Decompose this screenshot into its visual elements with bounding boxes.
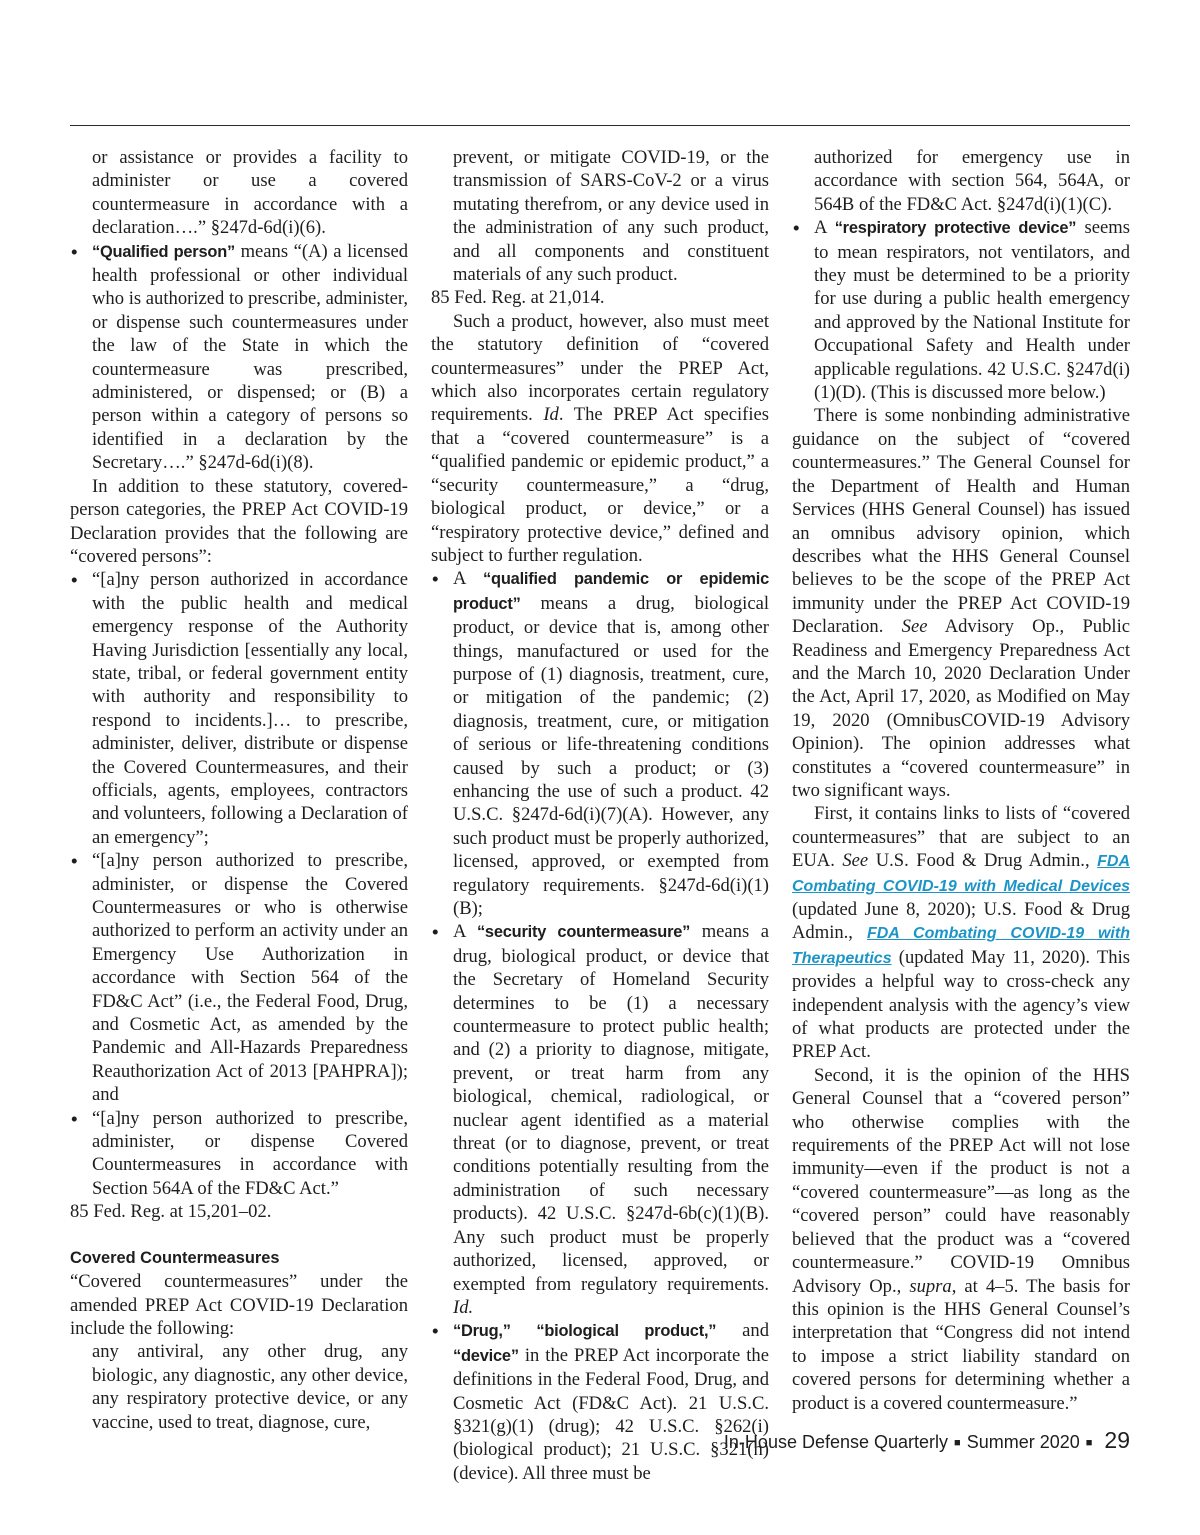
bullet-eua-persons: • “[a]ny person authorized to prescribe, administer, or dispense the Covered Countermeasures or who is otherwise authorized to perform an activity under an Emergency Use Authorization in accordance with Section 564 of the FD&C Act” (i.e., the Federal Food, Drug, and Cosmetic Act, as amended by the Pandemic and All-Hazards Preparedness Reauthorization Act of 2013 [PAHPRA]); and <box>71 850 408 1106</box>
bullet-continuation: authorized for emergency use in accordance with section 564, 564A, or 564B of the FD&C Act. §247d(i)(1)(C). <box>814 147 1130 215</box>
paragraph-first-way: First, it contains links to lists of “covered countermeasures” that are subject to an EUA. See U.S. Food & Drug Admin., FDA Combating COVID-19 with Medical Devices (updated June 8, 2020); U.S. Food & Drug Admin., FDA Combating COVID-19 with Therapeutics (updated May 11, 2020). This provides a helpful way to cross-check any independent analysis with the agency’s view of what products are protected under the PREP Act. <box>792 803 1130 1063</box>
term-device: “device” <box>453 1346 519 1365</box>
bullet-icon: • <box>71 240 78 262</box>
bullet-icon: • <box>793 217 800 239</box>
bullet-icon: • <box>71 850 78 872</box>
column-1 <box>70 146 408 1434</box>
footer-separator-icon: ■ <box>954 1437 961 1449</box>
bullet-icon: • <box>432 1320 439 1342</box>
header-rule <box>70 125 1130 126</box>
block-quote: any antiviral, any other drug, any biologic, any diagnostic, any other device, any respiratory protective device, or any vaccine, used to treat, diagnose, cure, <box>92 1341 408 1433</box>
page-footer <box>724 1427 1130 1454</box>
bullet-qualified-pandemic-product: • A “qualified pandemic or epidemic product” means a drug, biological product, or device that is, among other things, manufactured or used for the purpose of (1) diagnosis, treatment, cure, or mitigation of the pandemic; (2) diagnosis, treatment, cure, or mitigation of serious or life-threatening conditions caused by such a product; or (3) enhancing the use of such a product. 42 U.S.C. §247d-6d(i)(7)(A). However, any such product must be properly authorized, licensed, approved, or exempted from regulatory requirements. §247d-6d(i)(1)(B); <box>432 568 769 919</box>
bullet-respiratory-protective-device: • A “respiratory protective device” seems to mean respirators, not ventilators, and they must be determined to be a priority for use during a public health emergency and approved by the National Institute for Occupational Safety and Health under applicable regulations. 42 U.S.C. §247d(i)(1)(D). (This is discussed more below.) <box>793 217 1130 404</box>
paragraph-statutory-definition: Such a product, however, also must meet the statutory definition of “covered countermeasures” under the PREP Act, which also incorporates certain regulatory requirements. Id. The PREP Act specifies that a “covered countermeasure” is a “qualified pandemic or epidemic product,” a “security countermeasure,” a “drug, biological product, or device,” or a “respiratory protective device,” defined and subject to further regulation. <box>431 310 769 566</box>
term-security-countermeasure: “security countermeasure” <box>476 923 691 942</box>
footer-issue: Summer 2020 <box>966 1432 1080 1452</box>
bullet-qualified-person <box>70 240 408 475</box>
paragraph-second-way: Second, it is the opinion of the HHS General Counsel that a “covered person” who otherwise complies with the requirements of the PREP Act will not lose immunity—even if the product is not a “covered countermeasure”—as long as the “covered person” could have reasonably believed that the product was a “covered countermeasure.” COVID-19 Omnibus Advisory Op., supra, at 4–5. The basis for this opinion is the HHS General Counsel’s interpretation that “Congress did not intend to impose a strict liability standard on covered persons for determining whether a product is a covered countermeasure.” <box>792 1064 1130 1414</box>
quote-continuation: or assistance or provides a facility to administer or use a covered countermeasure in accordance with a declaration….” §247d-6d(i)(6). <box>92 147 408 239</box>
term-respiratory-protective-device: “respiratory protective device” <box>834 219 1077 238</box>
column-3 <box>792 146 1130 1415</box>
bullet-drug-biological-device: • “Drug,” “biological product,” and “device” in the PREP Act incorporate the definitions in the Federal Food, Drug, and Cosmetic Act (FD&C Act). 21 U.S.C. §321(g)(1) (drug); 42 U.S.C. §262(i) (biological product); 21 U.S.C. §321(h) (device). All three must be <box>432 1320 769 1484</box>
link-fda-medical-devices[interactable]: FDA Combating COVID-19 with Medical Devices <box>792 853 1130 895</box>
term-qualified-pandemic-product: “qualified pandemic or epidemic product” <box>453 570 769 613</box>
bullet-icon: • <box>71 569 78 591</box>
section-heading-covered-countermeasures: Covered Countermeasures <box>70 1248 280 1267</box>
column-2 <box>431 146 769 1485</box>
bullet-security-countermeasure: • A “security countermeasure” means a drug, biological product, or device that the Secretary of Homeland Security determines to be (1) a necessary countermeasure to protect public health; and (2) a priority to diagnose, mitigate, prevent, or treat harm from any biological, chemical, radiological, or nuclear agent identified as a material threat (or to diagnose, prevent, or treat conditions potentially resulting from the administration of such necessary products). 42 U.S.C. §247d-6b(c)(1)(B). Any such product must be properly authorized, licensed, approved, or exempted from regulatory requirements. Id. <box>432 921 769 1318</box>
bullet-authority-having-jurisdiction: • “[a]ny person authorized in accordance with the public health and medical emergency response of the Authority Having Jurisdiction [essentially any local, state, tribal, or federal government entity with authority and responsibility to respond to incidents.]… to prescribe, administer, deliver, distribute or dispense the Covered Countermeasures, and their officials, agents, employees, contractors and volunteers, following a Declaration of an emergency”; <box>71 569 408 848</box>
footer-separator-icon: ■ <box>1085 1437 1093 1449</box>
paragraph-covered-countermeasures-intro: “Covered countermeasures” under the amended PREP Act COVID-19 Declaration include the following: <box>70 1271 408 1339</box>
footer-publication: In-House Defense Quarterly <box>723 1432 949 1452</box>
page-number: 29 <box>1104 1427 1130 1453</box>
bullet-icon: • <box>432 568 439 590</box>
link-fda-therapeutics[interactable]: FDA Combating COVID-19 with Therapeutics <box>792 925 1130 967</box>
bullet-icon: • <box>432 921 439 943</box>
block-quote-continuation: prevent, or mitigate COVID-19, or the transmission of SARS-CoV-2 or a virus mutating therefrom, or any device used in the administration of any such product, and all components and constituent materials of any such product. <box>453 147 769 286</box>
bullet-section-564a-persons: • “[a]ny person authorized to prescribe, administer, or dispense Covered Countermeasures in accordance with Section 564A of the FD&C Act.” <box>71 1107 408 1199</box>
qualified-person-definition: means “(A) a licensed health professional or other individual who is authorized to prescribe, administer, or dispense such countermeasures under the law of the State in which the countermeasure was prescribed, administered, or dispensed; or (B) a person within a category of persons so identified in a declaration by the Secretary….” §247d-6d(i)(8). <box>92 240 408 474</box>
paragraph-covered-persons-intro: In addition to these statutory, covered-person categories, the PREP Act COVID-19 Declaration provides that the following are “covered persons”: <box>70 475 408 567</box>
paragraph-administrative-guidance: There is some nonbinding administrative guidance on the subject of “covered countermeasures.” The General Counsel for the Department of Health and Human Services (HHS General Counsel) has issued an omnibus advisory opinion, which describes what the HHS General Counsel believes to be the scope of the PREP Act immunity under the PREP Act COVID-19 Declaration. See Advisory Op., Public Readiness and Emergency Preparedness Act and the March 10, 2020 Declaration Under the Act, April 17, 2020, as Modified on May 19, 2020 (OmnibusCOVID-19 Advisory Opinion). The opinion addresses what constitutes a “covered countermeasure” in two significant ways. <box>792 405 1130 801</box>
term-drug-biological-product: “Drug,” “biological product,” <box>453 1322 717 1341</box>
citation-fed-reg-15201: 85 Fed. Reg. at 15,201–02. <box>70 1201 272 1223</box>
citation-fed-reg-21014: 85 Fed. Reg. at 21,014. <box>431 287 605 309</box>
term-qualified-person: “Qualified person” <box>92 242 236 261</box>
bullet-icon: • <box>71 1107 78 1129</box>
